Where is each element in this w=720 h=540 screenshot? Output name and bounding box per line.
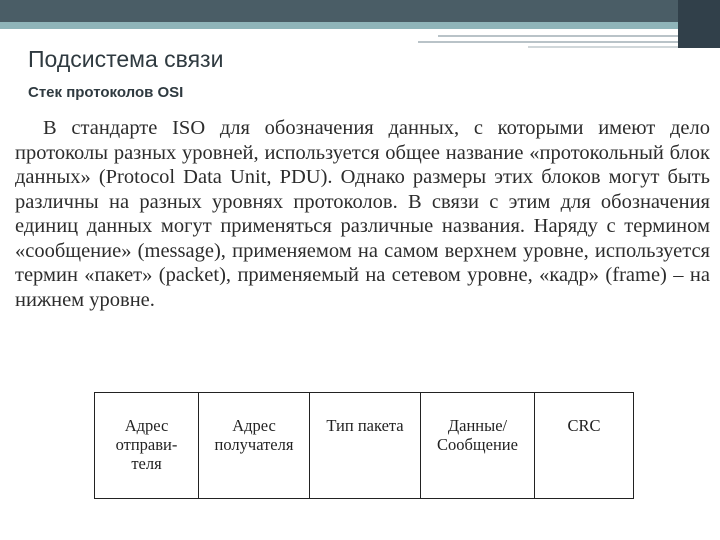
field-line: Адрес [124, 416, 169, 435]
decorative-line [438, 35, 678, 37]
body-paragraph: В стандарте ISO для обозначения данных, с которыми имеют дело протоколы разных уровней, используется общее название «протокольный блок данных» (Protocol Data Unit, PDU). Однако размеры этих блоков могут быть различны на разных уровнях протоколов. В связи с этим для обозначения единиц данных могут применяться различные названия. Наряду с термином «сообщение» (message), применяемом на самом верхнем уровне, используется термин «пакет» (packet), применяемый на сетевом уровне, «кадр» (frame) – на нижнем уровне. [15, 117, 710, 311]
field-sender-address [95, 393, 199, 498]
frame-structure-table [94, 392, 634, 499]
field-line: получателя [214, 435, 294, 454]
field-line: CRC [567, 416, 601, 435]
field-data-message [421, 393, 535, 498]
slide-title: Подсистема связи [28, 46, 224, 72]
field-line: теля [131, 454, 162, 473]
slide-subtitle: Стек протоколов OSI [28, 84, 184, 101]
field-line: Сообщение [437, 435, 518, 454]
corner-decoration [678, 0, 720, 48]
field-line: отправи- [115, 435, 178, 454]
top-bar-accent [0, 22, 720, 29]
decorative-line [528, 46, 678, 48]
field-packet-type [310, 393, 421, 498]
decorative-line [418, 41, 678, 43]
field-line: Данные/ [447, 416, 508, 435]
field-crc [535, 393, 633, 498]
field-line: Тип пакета [326, 416, 404, 435]
top-bar [0, 0, 720, 22]
decorative-lines [418, 29, 678, 49]
field-line: Адрес [232, 416, 276, 435]
field-receiver-address [199, 393, 310, 498]
